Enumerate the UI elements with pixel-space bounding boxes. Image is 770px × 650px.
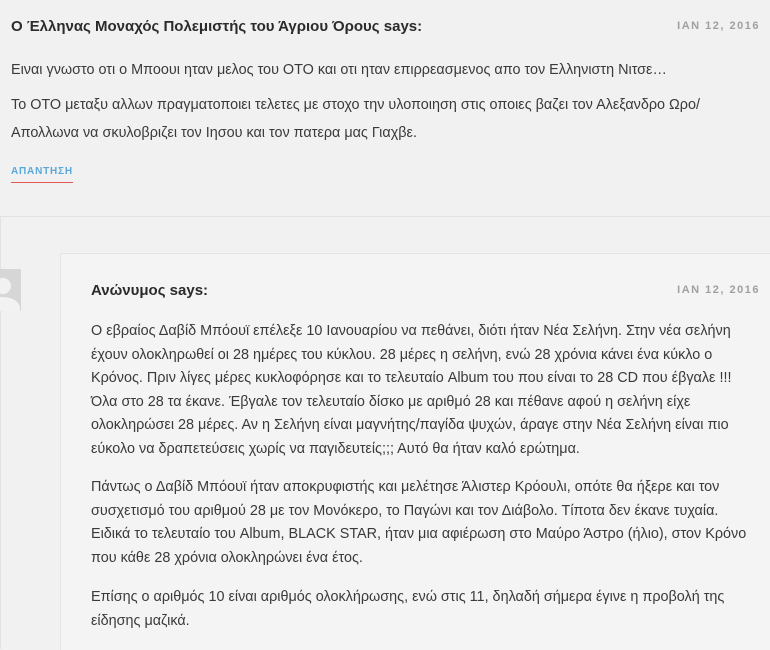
comment-date: ΙΑΝ 12, 2016 bbox=[677, 20, 760, 32]
comment-date: ΙΑΝ 12, 2016 bbox=[677, 284, 760, 296]
comment-divider bbox=[0, 216, 770, 217]
avatar-head-shape bbox=[0, 278, 11, 294]
comment-paragraph: Ειναι γνωστο οτι ο Μποουι ηταν μελος του ΟΤΟ και οτι ηταν επιρρεασμενος απο τον Ελληνιστη Νιτσε… bbox=[11, 62, 667, 78]
comment-author: Ο Έλληνας Μοναχός Πολεμιστής του Άγριου Όρους says: bbox=[11, 18, 423, 35]
avatar-body-shape bbox=[0, 297, 20, 311]
avatar bbox=[0, 269, 21, 311]
comment-paragraph: Πάντως ο Δαβίδ Μπόουϊ ήταν αποκρυφιστής και μελέτησε Άλιστερ Κρόουλι, οπότε θα ήξερε και τον συσχετισμό του αριθμού 28 με τον Μονόκερο, το Παγώνι και τον Διάβολο. Τίποτα δεν έκανε τυχαία. Ειδικά το τελευταίο του Album, BLACK STAR, ήταν μια αφιέρωση στο Μαύρο Άστρο (ήλιο), στον Κρόνο που κάθε 28 χρόνια ολοκληρώνει ένα έτος. bbox=[91, 479, 747, 566]
comment-paragraph: Επίσης ο αριθμός 10 είναι αριθμός ολοκλήρωσης, ενώ στις 11, δηλαδή σήμερα έγινε η προβολή της είδησης μαζικά. bbox=[91, 589, 725, 629]
comment-author: Ανώνυμος says: bbox=[91, 282, 209, 299]
comment-paragraph: Το ΟΤΟ μεταξυ αλλων πραγματοποιει τελετες με στοχο την υλοποιηση στις οποιες βαζει τον Αλεξανδρο Ωρο/ Απολλωνα να σκυλοβριζει τον Ιησου και τον πατερα μας Γιαχβε. bbox=[11, 97, 700, 141]
reply-button[interactable]: ΑΠΑΝΤΗΣΗ bbox=[11, 166, 73, 183]
comment-1 bbox=[0, 0, 770, 216]
comment-paragraph: Ο εβραίος Δαβίδ Μπόουϊ επέλεξε 10 Ιανουαρίου να πεθάνει, διότι ήταν Νέα Σελήνη. Στην νέα σελήνη έχουν ολοκληρωθεί οι 28 ημέρες του κύκλου. 28 μέρες η σελήνη, ενώ 28 χρόνια κάνει ένα κύκλο ο Κρόνος. Πριν λίγες μέρες κυκλοφόρησε και το τελευταίο Album του που είναι το 28 CD που έβγαλε !!! Όλα στο 28 τα έκανε. Έβγαλε τον τελευταίο δίσκο με αριθμό 28 και πέθανε αφού η σελήνη είχε ολοκληρώσει 28 μέρες. Αν η Σελήνη είναι μαγνήτης/παγίδα ψυχών, άραγε στην Νέα Σελήνη είναι πιο εύκολο να δραπετεύσεις χωρίς να παγιδευτείς;;; Αυτό θα ήταν καλό ερώτημα. bbox=[91, 323, 732, 457]
